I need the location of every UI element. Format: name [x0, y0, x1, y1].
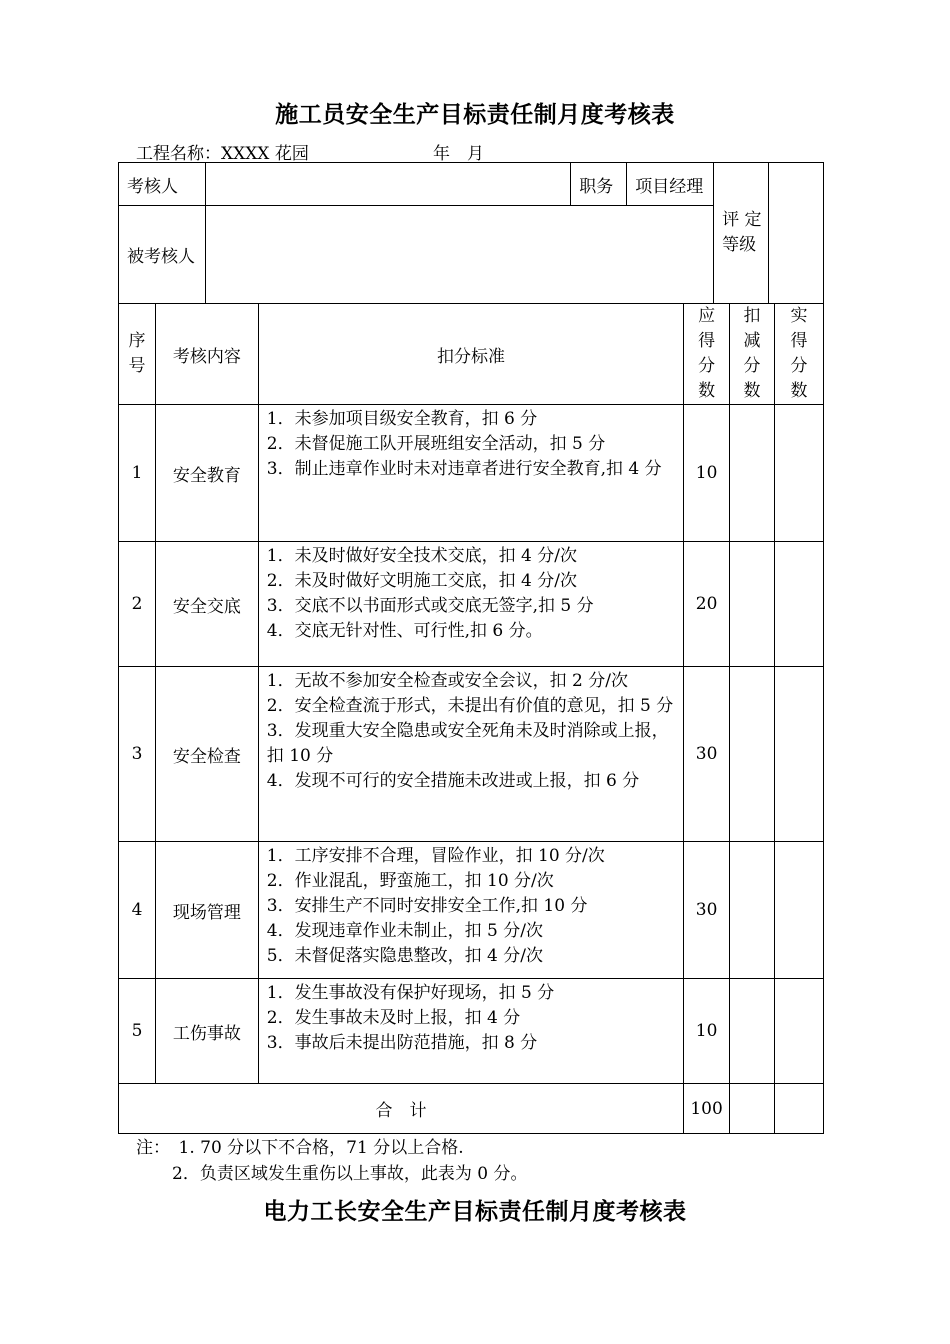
row-full-score: 10 — [684, 979, 730, 1084]
row-full-score: 30 — [684, 667, 730, 842]
assessee-label: 被考核人 — [119, 206, 206, 304]
assessee-value[interactable] — [205, 206, 713, 304]
row-actual[interactable] — [775, 542, 824, 667]
next-section-title: 电力工长安全生产目标责任制月度考核表 — [263, 1199, 687, 1225]
page-title: 施工员安全生产目标责任制月度考核表 — [275, 102, 675, 128]
col-actual-header: 实 得 分 数 — [775, 304, 824, 405]
project-name: 工程名称：XXXX 花园 — [136, 144, 309, 164]
row-content: 安全检查 — [155, 667, 258, 842]
row-deducted[interactable] — [730, 667, 775, 842]
row-full-score: 30 — [684, 842, 730, 979]
total-label: 合 计 — [119, 1084, 684, 1134]
position-label: 职务 — [571, 163, 627, 206]
row-criteria: 1．未及时做好安全技术交底，扣 4 分/次 2．未及时做好文明施工交底，扣 4 分/次 3．交底不以书面形式或交底无签字,扣 5 分 4．交底无针对性、可行性,扣 6 分。 — [258, 542, 683, 667]
meta-line — [136, 139, 484, 164]
row-content: 安全交底 — [155, 542, 258, 667]
row-actual[interactable] — [775, 667, 824, 842]
table-row — [119, 542, 824, 667]
position-value: 项目经理 — [627, 163, 714, 206]
row-no: 2 — [119, 542, 156, 667]
row-actual[interactable] — [775, 842, 824, 979]
row-actual[interactable] — [775, 979, 824, 1084]
total-deducted[interactable] — [730, 1084, 775, 1134]
table-row — [119, 979, 824, 1084]
row-deducted[interactable] — [730, 542, 775, 667]
row-full-score: 10 — [684, 405, 730, 542]
note-line-1: 注： 1. 70 分以下不合格，71 分以上合格. — [136, 1138, 464, 1158]
table-row — [119, 405, 824, 542]
note-line-2: 2．负责区域发生重伤以上事故，此表为 0 分。 — [172, 1164, 528, 1184]
total-row — [119, 1084, 824, 1134]
rating-value[interactable] — [769, 163, 824, 304]
row-full-score: 20 — [684, 542, 730, 667]
row-no: 4 — [119, 842, 156, 979]
row-content: 安全教育 — [155, 405, 258, 542]
row-actual[interactable] — [775, 405, 824, 542]
row-deducted[interactable] — [730, 405, 775, 542]
row-deducted[interactable] — [730, 979, 775, 1084]
total-actual[interactable] — [775, 1084, 824, 1134]
row-criteria: 1．工序安排不合理，冒险作业，扣 10 分/次 2．作业混乱，野蛮施工，扣 10 分/次 3．安排生产不同时安排安全工作,扣 10 分 4．发现违章作业未制止，扣 5 分/次 5．未督促落实隐患整改，扣 4 分/次 — [258, 842, 683, 979]
row-no: 3 — [119, 667, 156, 842]
column-header-row — [119, 304, 824, 405]
row-criteria: 1．无故不参加安全检查或安全会议，扣 2 分/次 2．安全检查流于形式，未提出有价值的意见，扣 5 分 3．发现重大安全隐患或安全死角未及时消除或上报，扣 10 分 4．发现不可行的安全措施未改进或上报，扣 6 分 — [258, 667, 683, 842]
col-deducted-header: 扣 减 分 数 — [730, 304, 775, 405]
assessor-value[interactable] — [205, 163, 570, 206]
col-no-header: 序 号 — [119, 304, 156, 405]
year-month: 年 月 — [433, 144, 484, 164]
row-criteria: 1．未参加项目级安全教育，扣 6 分 2．未督促施工队开展班组安全活动，扣 5 分 3．制止违章作业时未对违章者进行安全教育,扣 4 分 — [258, 405, 683, 542]
assessment-table — [118, 303, 824, 1134]
row-deducted[interactable] — [730, 842, 775, 979]
col-full-score-header: 应 得 分 数 — [684, 304, 730, 405]
table-row — [119, 842, 824, 979]
notes — [136, 1135, 527, 1187]
row-content: 现场管理 — [155, 842, 258, 979]
row-no: 1 — [119, 405, 156, 542]
row-content: 工伤事故 — [155, 979, 258, 1084]
rating-label-line1: 评 定 — [722, 210, 762, 230]
col-content-header: 考核内容 — [155, 304, 258, 405]
rating-label — [714, 163, 769, 304]
assessor-label: 考核人 — [119, 163, 206, 206]
total-score: 100 — [684, 1084, 730, 1134]
row-criteria: 1．发生事故没有保护好现场，扣 5 分 2．发生事故未及时上报，扣 4 分 3．事故后未提出防范措施，扣 8 分 — [258, 979, 683, 1084]
header-table — [118, 162, 824, 304]
row-no: 5 — [119, 979, 156, 1084]
col-criteria-header: 扣分标准 — [258, 304, 683, 405]
rating-label-line2: 等级 — [722, 235, 757, 255]
table-row — [119, 667, 824, 842]
